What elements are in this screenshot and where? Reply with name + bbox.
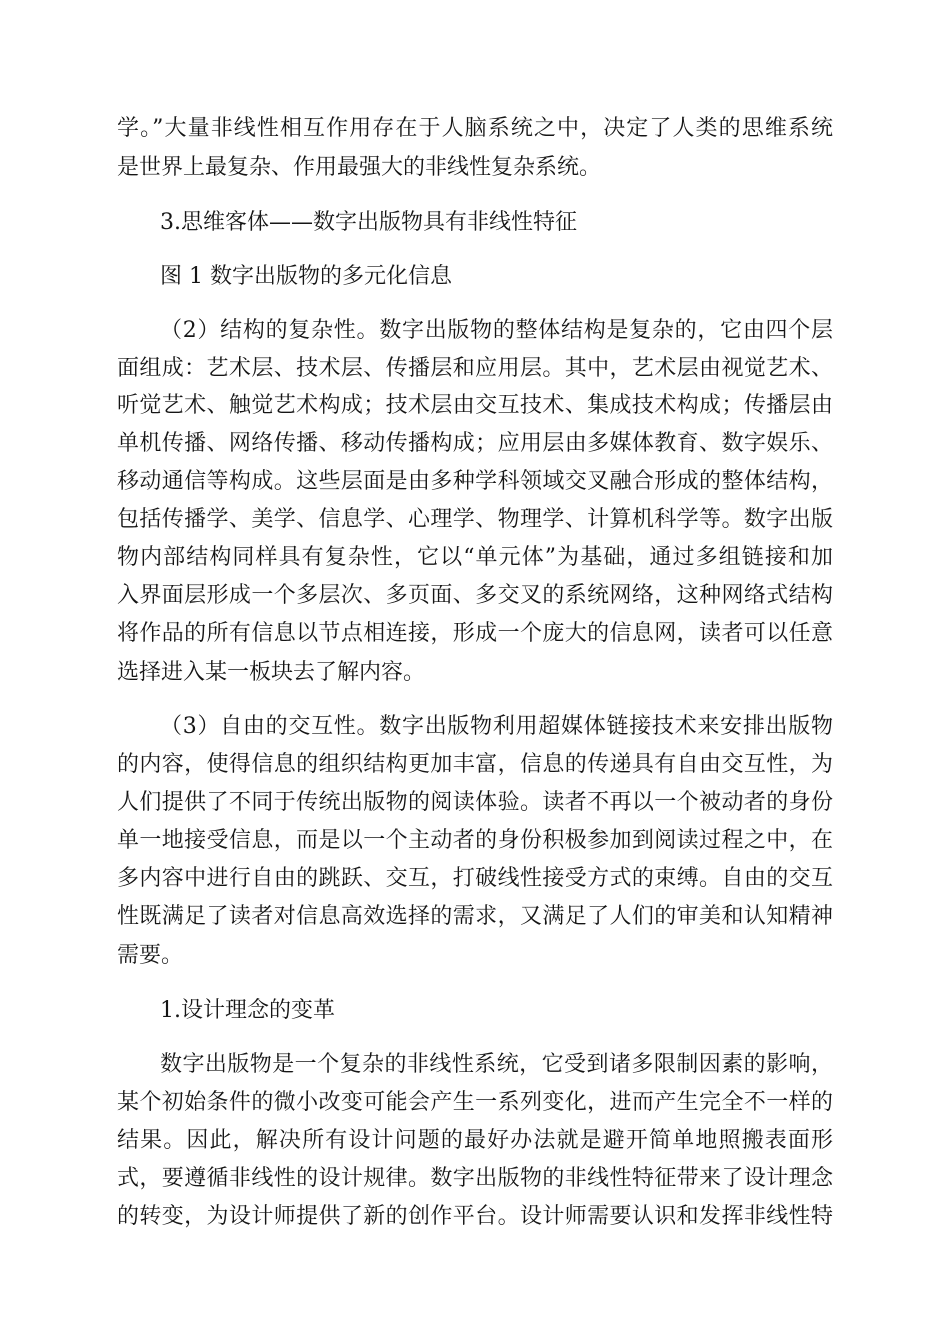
text-line: 单一地接受信息，而是以一个主动者的身份积极参加到阅读过程之中，在	[117, 828, 833, 853]
text-line: 面组成：艺术层、技术层、传播层和应用层。其中，艺术层由视觉艺术、	[117, 356, 833, 381]
section-heading: 3.思维客体——数字出版物具有非线性特征	[160, 210, 577, 235]
text-line: 包括传播学、美学、信息学、心理学、物理学、计算机科学等。数字出版	[117, 507, 833, 532]
text-line: 人们提供了不同于传统出版物的阅读体验。读者不再以一个被动者的身份	[117, 790, 833, 815]
text-line: 需要。	[117, 943, 184, 968]
paragraph-first-line: 数字出版物是一个复杂的非线性系统，它受到诸多限制因素的影响，	[160, 1052, 833, 1077]
text-line: 多内容中进行自由的跳跃、交互，打破线性接受方式的束缚。自由的交互	[117, 866, 833, 891]
text-line: 学。”大量非线性相互作用存在于人脑系统之中，决定了人类的思维系统	[117, 116, 833, 141]
text-line: 听觉艺术、触觉艺术构成；技术层由交互技术、集成技术构成；传播层由	[117, 393, 833, 418]
text-line: 选择进入某一板块去了解内容。	[117, 660, 426, 685]
text-line: 结果。因此，解决所有设计问题的最好办法就是避开简单地照搬表面形	[117, 1128, 833, 1153]
text-line: 的转变，为设计师提供了新的创作平台。设计师需要认识和发挥非线性特	[117, 1204, 833, 1229]
text-line: 入界面层形成一个多层次、多页面、多交叉的系统网络，这种网络式结构	[117, 583, 833, 608]
text-line: 是世界上最复杂、作用最强大的非线性复杂系统。	[117, 155, 602, 180]
text-line: 性既满足了读者对信息高效选择的需求，又满足了人们的审美和认知精神	[117, 904, 833, 929]
text-line: 物内部结构同样具有复杂性，它以“单元体”为基础，通过多组链接和加	[117, 545, 833, 570]
text-line: 某个初始条件的微小改变可能会产生一系列变化，进而产生完全不一样的	[117, 1090, 833, 1115]
paragraph-first-line: （3）自由的交互性。数字出版物利用超媒体链接技术来安排出版物	[160, 714, 833, 739]
paragraph-first-line: （2）结构的复杂性。数字出版物的整体结构是复杂的，它由四个层	[160, 318, 833, 343]
section-heading: 1.设计理念的变革	[160, 998, 335, 1023]
text-line: 将作品的所有信息以节点相连接，形成一个庞大的信息网，读者可以任意	[117, 621, 833, 646]
figure-caption: 图 1 数字出版物的多元化信息	[160, 264, 452, 289]
text-line: 的内容，使得信息的组织结构更加丰富，信息的传递具有自由交互性，为	[117, 752, 833, 777]
text-line: 单机传播、网络传播、移动传播构成；应用层由多媒体教育、数字娱乐、	[117, 431, 833, 456]
text-line: 式，要遵循非线性的设计规律。数字出版物的非线性特征带来了设计理念	[117, 1166, 833, 1191]
text-line: 移动通信等构成。这些层面是由多种学科领域交叉融合形成的整体结构，	[117, 469, 833, 494]
